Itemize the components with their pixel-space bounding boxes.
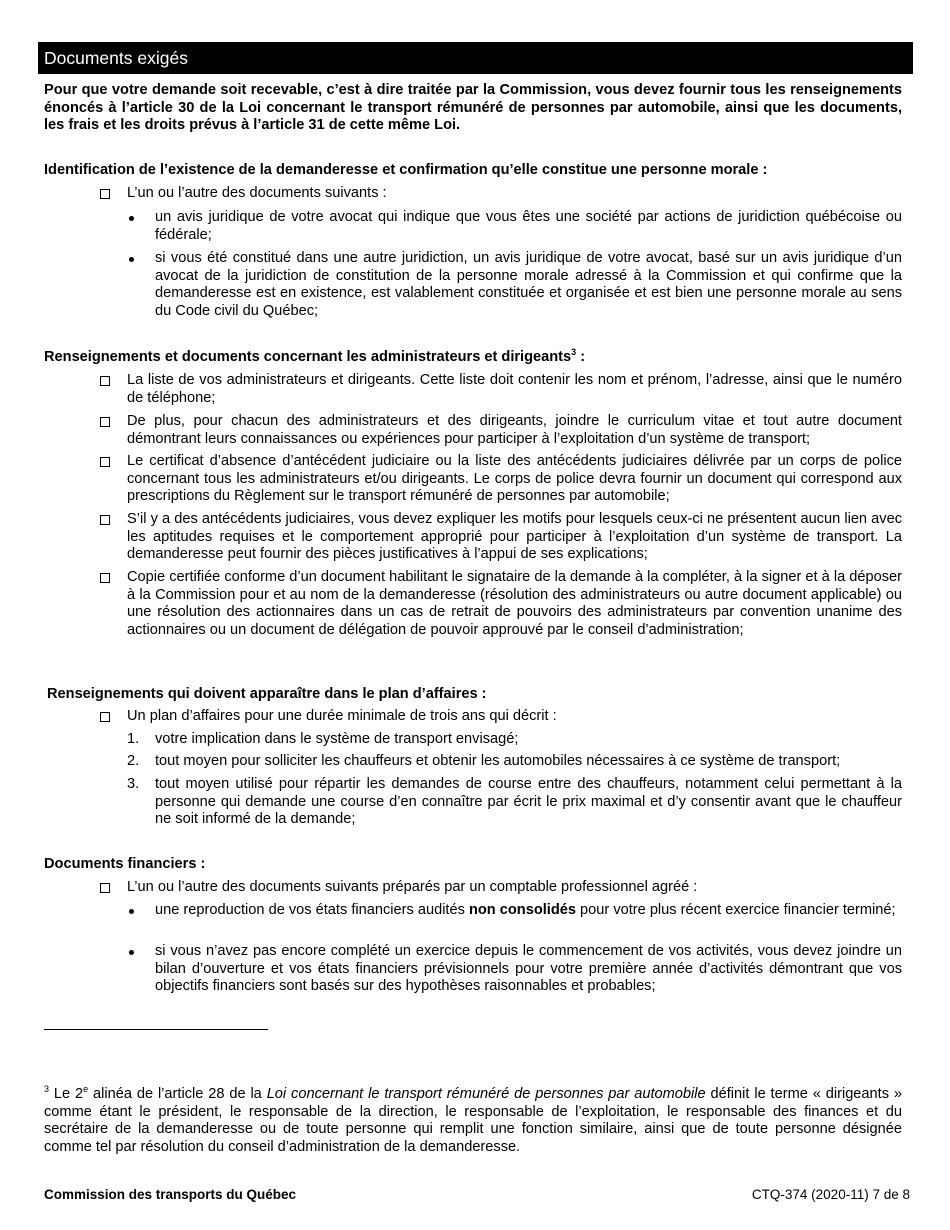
bullet-icon [129,950,134,955]
section2-checkbox-item-5: Copie certifiée conforme d’un document habilitant le signataire de la demande à la compléter, à la signer et à la déposer à la Commission pour et au nom de la demanderesse (résolution des administrateurs ou autre document applicable) ou une résolution des actionnaires dans un cas de retrait de pouvoirs des administrateurs par convention unanime des actionnaires ou un document de délégation de pouvoir approuvé par le conseil d’administration; [100,569,902,639]
footer-form-reference: CTQ-374 (2020-11) 7 de 8 [751,1187,910,1202]
section-banner: Documents exigés [38,42,913,74]
bullet-icon [129,216,134,221]
section1-checkbox-item: L’un ou l’autre des documents suivants : [100,185,902,203]
section3-numbered-item-2: 2. tout moyen pour solliciter les chauffeurs et obtenir les automobiles nécessaires à ce système de transport; [127,753,841,769]
checkbox-icon[interactable] [100,883,110,893]
checkbox-icon[interactable] [100,376,110,386]
section4-bullet-2: si vous n’avez pas encore complété un exercice depuis le commencement de vos activités, vous devez joindre un bilan d’ouverture et vos états financiers prévisionnels pour votre première année d’activités démontrant que vos objectifs financiers sont basés sur des hypothèses raisonnables et probables; [127,943,902,996]
section3-numbered-item-3: 3. tout moyen utilisé pour répartir les demandes de course entre des chauffeurs, notamment celui permettant à la personne qui demande une course d’en connaître par écrit le prix maximal et d’y consentir avant que le chauffeur ne soit informé de la demande; [127,776,902,828]
section4-heading: Documents financiers : [44,856,206,872]
section4-checkbox-item: L’un ou l’autre des documents suivants préparés par un comptable professionnel agréé : [100,879,902,897]
section2-checkbox-item-2: De plus, pour chacun des administrateurs et des dirigeants, joindre le curriculum vitae et tout autre document démontrant leurs connaissances ou expériences pour participer à l’exploitation d’un système de transport; [100,413,902,448]
footnote-separator [44,1029,268,1030]
section3-heading: Renseignements qui doivent apparaître dans le plan d’affaires : [47,686,487,702]
checkbox-icon[interactable] [100,189,110,199]
checkbox-icon[interactable] [100,417,110,427]
bullet-icon [129,909,134,914]
checkbox-icon[interactable] [100,457,110,467]
checkbox-icon[interactable] [100,712,110,722]
section1-heading: Identification de l’existence de la demanderesse et confirmation qu’elle constitue une personne morale : [44,162,768,178]
section1-bullet-1: un avis juridique de votre avocat qui indique que vous êtes une société par actions de juridiction québécoise ou fédérale; [127,209,902,244]
checkbox-icon[interactable] [100,573,110,583]
section3-checkbox-item: Un plan d’affaires pour une durée minimale de trois ans qui décrit : [100,708,902,726]
footer-organization: Commission des transports du Québec [44,1187,297,1202]
intro-paragraph: Pour que votre demande soit recevable, c’est à dire traitée par la Commission, vous devez fournir tous les renseignements énoncés à l’article 30 de la Loi concernant le transport rémunéré de personnes par automobile, ainsi que les documents, les frais et les droits prévus à l’article 31 de cette même Loi. [44,82,902,134]
section4-bullet-1: une reproduction de vos états financiers audités non consolidés pour votre plus récent exercice financier terminé; [127,902,902,920]
section1-bullet-2: si vous été constitué dans une autre juridiction, un avis juridique de votre avocat, basé sur un avis juridique d’un avocat de la juridiction de constitution de la personne morale adressé à la Commission et qui confirme que la demanderesse est en existence, est valablement constituée et organisée et est bien une personne morale au sens du Code civil du Québec; [127,250,902,320]
section2-heading: Renseignements et documents concernant les administrateurs et dirigeants$^3$ : [44,347,586,365]
section2-checkbox-item-1: La liste de vos administrateurs et dirigeants. Cette liste doit contenir les nom et prénom, l’adresse, ainsi que le numéro de téléphone; [100,372,902,407]
section2-checkbox-item-3: Le certificat d’absence d’antécédent judiciaire ou la liste des antécédents judiciaires délivrée par un corps de police concernant tous les administrateurs et/ou dirigeants. Le corps de police devra fournir un document qui correspond aux prescriptions du Règlement sur le transport rémunéré de personnes par automobile; [100,453,902,506]
section3-numbered-item-1: 1. votre implication dans le système de transport envisagé; [127,731,519,747]
footnote: $^3$ Le 2e alinéa de l’article 28 de la Loi concernant le transport rémunéré de personnes par automobile définit le terme « dirigeants » comme étant le président, le responsable de la direction, le responsable de l’exploitation, le responsable des finances et du secrétaire de la demanderesse ou de toute personne qui remplit une fonction similaire, ainsi que de toute personne désignée comme tel par résolution du conseil d’administration de la demanderesse. [44,1084,902,1155]
checkbox-icon[interactable] [100,515,110,525]
bullet-icon [129,257,134,262]
section2-checkbox-item-4: S’il y a des antécédents judiciaires, vous devez expliquer les motifs pour lesquels ceux-ci ne présentent aucun lien avec les aptitudes requises et le comportement approprié pour participer à l’exploitation d’un système de transport. La demanderesse peut fournir des pièces justificatives à l’appui de ses explications; [100,511,902,564]
